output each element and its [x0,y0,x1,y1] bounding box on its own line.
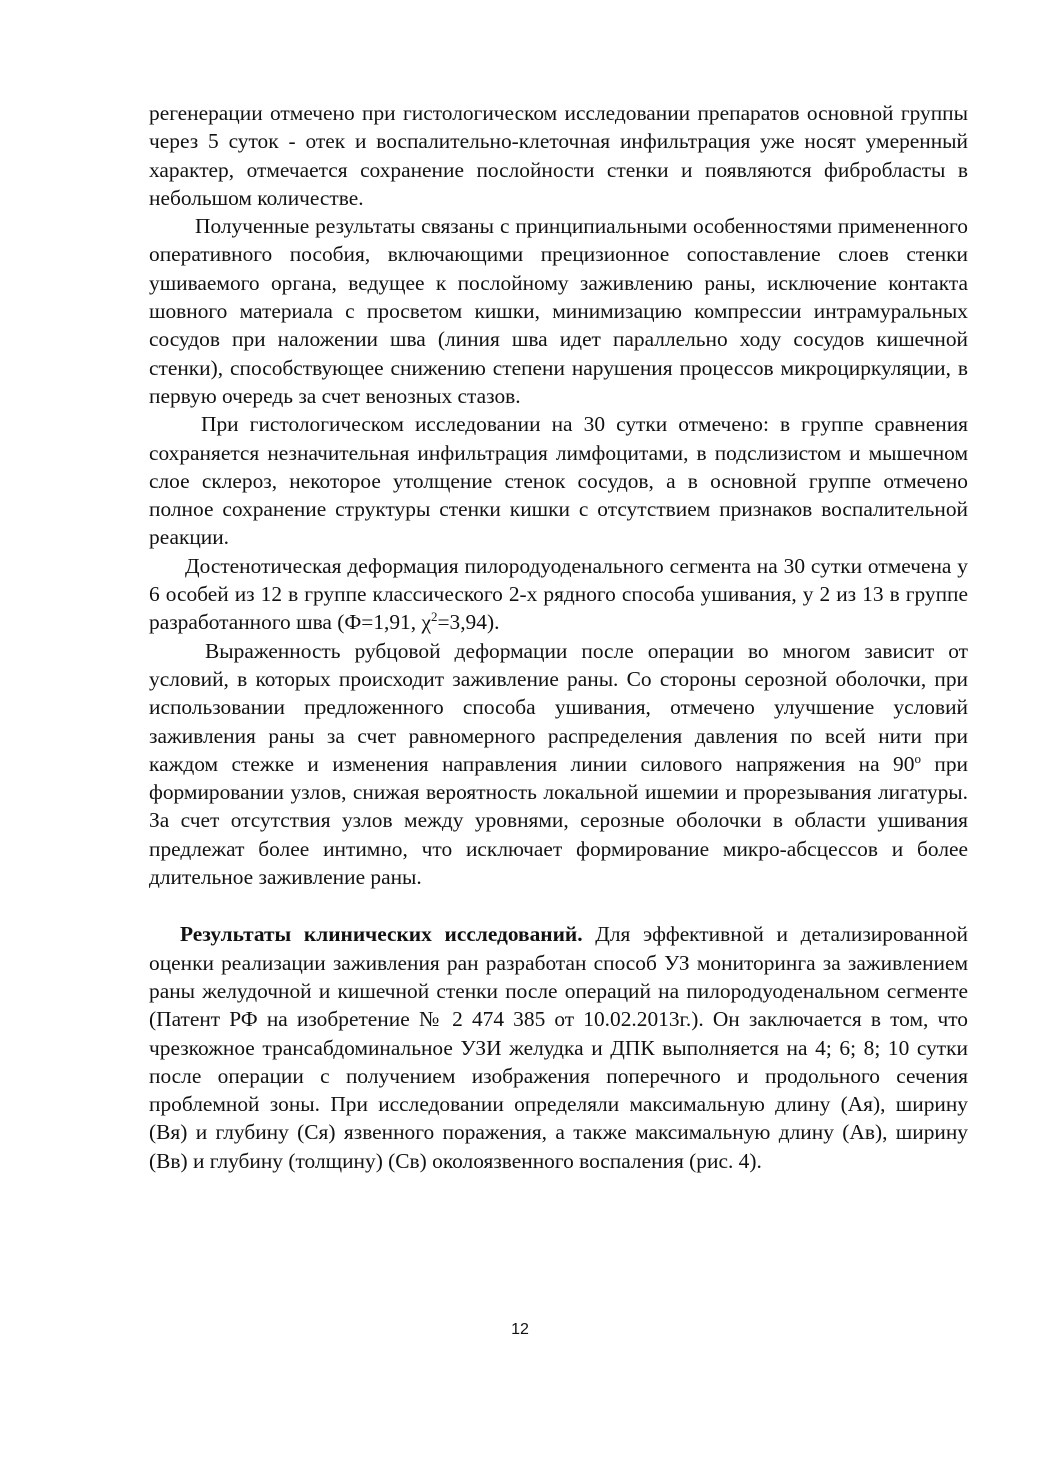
scar-text-end: при формировании узлов, снижая вероятность локальной ишемии и прорезывания лигатуры. За счет отсутствия узлов между уровнями, серозные оболочки в области ушивания предлежат более интимно, что исключает формирование микро-абсцессов и более длительное заживление раны. [149,751,968,890]
paragraph-histology-30-days: При гистологическом исследовании на 30 сутки отмечено: в группе сравнения сохраняется незначительная инфильтрация лимфоцитами, в подслизистом и мышечном слое склероз, некоторое утолщение стенок сосудов, а в основной группе отмечено полное сохранение структуры стенки кишки с отсутствием признаков воспалительной реакции. [149,412,968,550]
paragraph-scar-deformation [149,637,968,892]
degree-superscript: о [914,750,921,766]
paragraph-regeneration: регенерации отмечено при гистологическом исследовании препаратов основной группы через 5 суток - отек и воспалительно-клеточная инфильтрация уже носят умеренный характер, отмечается сохранение послойности стенки и появляются фибробласты в небольшом количестве. [149,101,968,210]
paragraph-prestenotic-deformation [149,552,968,637]
deformation-text: Достенотическая деформация пилородуоденального сегмента на 30 сутки отмечена у 6 особей из 12 в группе классического 2-х рядного способа ушивания, у 2 из 13 в группе разработанного шва (Ф=1,91, χ [149,553,968,635]
scar-text: Выраженность рубцовой деформации после операции во многом зависит от условий, в которых происходит заживление раны. Со стороны серозной оболочки, при использовании предложенного способа ушивания, отмечено улучшение условий заживления раны за счет равномерного распределения давления по всей нити при каждом стежке и изменения направления линии силового напряжения на 90 [149,638,968,776]
paragraph-results-discussion: Полученные результаты связаны с принципиальными особенностями примененного оперативного пособия, включающими прецизионное сопоставление слоев стенки ушиваемого органа, ведущее к послойному заживлению раны, исключение контакта шовного материала с просветом кишки, минимизацию компрессии интрамуральных сосудов при наложении шва (линия шва идет параллельно ходу сосудов кишечной стенки), способствующее снижению степени нарушения процессов микроциркуляции, в первую очередь за счет венозных стазов. [149,214,968,408]
chi-squared-superscript: 2 [430,609,438,625]
section-text: Для эффективной и детализированной оценки реализации заживления ран разработан способ УЗ мониторинга за заживлением раны желудочной и кишечной стенки после операций на пилородуоденальном сегменте (Патент РФ на изобретение № 2 474 385 от 10.02.2013г.). Он заключается в том, что чрезкожное трансабдоминальное УЗИ желудка и ДПК выполняется на 4; 6; 8; 10 сутки после операции с получением изображения поперечного и продольного сечения проблемной зоны. При исследовании определяли максимальную длину (Ая), ширину (Вя) и глубину (Ся) язвенного поражения, а также максимальную длину (Ав), ширину (Вв) и глубину (толщину) (Св) околоязвенного воспаления (рис. 4). [149,922,968,1173]
page-body [149,99,968,1175]
deformation-text-end: =3,94). [437,610,500,635]
page-number: 12 [511,1321,529,1338]
paragraph-clinical-results [149,920,968,1175]
section-heading: Результаты клинических исследований. [180,922,583,947]
